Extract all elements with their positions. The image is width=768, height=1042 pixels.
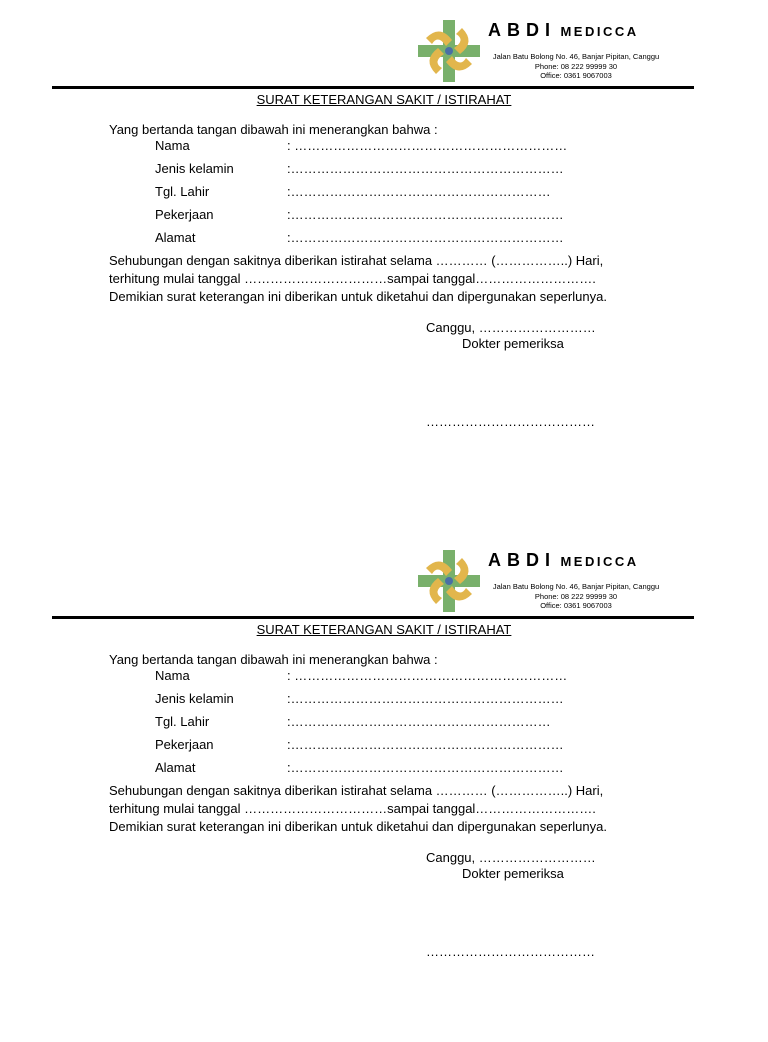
field-label-alamat: Alamat — [155, 760, 196, 775]
field-blank-tgl-lahir: :…………………………………………………… — [287, 184, 551, 199]
field-label-pekerjaan: Pekerjaan — [155, 207, 214, 222]
place-date: Canggu, ……………………… — [426, 320, 596, 335]
document-title: SURAT KETERANGAN SAKIT / ISTIRAHAT — [256, 92, 512, 107]
field-blank-nama: : ……………………………………………………… — [287, 138, 568, 153]
field-label-tgl-lahir: Tgl. Lahir — [155, 184, 210, 199]
brand-name-part1: ABDI — [488, 550, 556, 570]
field-label-nama: Nama — [155, 668, 190, 683]
field-blank-jenis-kelamin: :……………………………………………………… — [287, 161, 564, 176]
intro-statement: Yang bertanda tangan dibawah ini menerangkan bahwa : — [109, 652, 438, 667]
field-label-jenis-kelamin: Jenis kelamin — [155, 691, 234, 706]
doctor-label: Dokter pemeriksa — [462, 866, 564, 881]
doctor-label: Dokter pemeriksa — [462, 336, 564, 351]
closing-line: Demikian surat keterangan ini diberikan untuk diketahui dan dipergunakan seperlunya. — [109, 289, 607, 304]
clinic-address-block — [483, 52, 669, 81]
field-label-nama: Nama — [155, 138, 190, 153]
certificate-form-2 — [0, 530, 768, 1042]
clinic-address: Jalan Batu Bolong No. 46, Banjar Pipitan, Canggu — [492, 52, 660, 61]
date-range-line: terhitung mulai tanggal ……………………………sampai tanggal………………………. — [109, 801, 596, 816]
clinic-phone: Phone: 08 222 99999 30 — [534, 591, 618, 601]
brand-name — [488, 550, 639, 571]
clinic-office-phone: Office: 0361 9067003 — [540, 601, 612, 610]
statement-paragraph — [109, 782, 607, 836]
field-label-jenis-kelamin: Jenis kelamin — [155, 161, 234, 176]
field-blank-jenis-kelamin: :……………………………………………………… — [287, 691, 564, 706]
clinic-address-block — [483, 582, 669, 611]
field-blank-alamat: :……………………………………………………… — [287, 230, 564, 245]
date-range-line: terhitung mulai tanggal ……………………………sampai tanggal………………………. — [109, 271, 596, 286]
rest-period-line: Sehubungan dengan sakitnya diberikan istirahat selama ………… (……………..) Hari, — [109, 783, 604, 798]
signature-line: ………………………………… — [426, 944, 595, 959]
clinic-office-phone: Office: 0361 9067003 — [540, 71, 612, 80]
clinic-address: Jalan Batu Bolong No. 46, Banjar Pipitan, Canggu — [492, 582, 660, 591]
statement-paragraph — [109, 252, 607, 306]
field-blank-pekerjaan: :……………………………………………………… — [287, 207, 564, 222]
signature-line: ………………………………… — [426, 414, 595, 429]
field-blank-tgl-lahir: :…………………………………………………… — [287, 714, 551, 729]
clinic-phone: Phone: 08 222 99999 30 — [534, 61, 618, 71]
brand-name-part2: MEDICCA — [560, 554, 639, 569]
intro-statement: Yang bertanda tangan dibawah ini menerangkan bahwa : — [109, 122, 438, 137]
field-blank-pekerjaan: :……………………………………………………… — [287, 737, 564, 752]
document-title: SURAT KETERANGAN SAKIT / ISTIRAHAT — [256, 622, 512, 637]
field-blank-alamat: :……………………………………………………… — [287, 760, 564, 775]
header-divider — [52, 86, 694, 89]
green-gold-cross-logo-icon — [418, 20, 480, 82]
header-divider — [52, 616, 694, 619]
field-label-tgl-lahir: Tgl. Lahir — [155, 714, 210, 729]
field-label-pekerjaan: Pekerjaan — [155, 737, 214, 752]
rest-period-line: Sehubungan dengan sakitnya diberikan istirahat selama ………… (……………..) Hari, — [109, 253, 604, 268]
brand-name-part1: ABDI — [488, 20, 556, 40]
brand-name-part2: MEDICCA — [560, 24, 639, 39]
green-gold-cross-logo-icon — [418, 550, 480, 612]
brand-name — [488, 20, 639, 41]
certificate-form-1 — [0, 0, 768, 512]
field-label-alamat: Alamat — [155, 230, 196, 245]
place-date: Canggu, ……………………… — [426, 850, 596, 865]
closing-line: Demikian surat keterangan ini diberikan untuk diketahui dan dipergunakan seperlunya. — [109, 819, 607, 834]
field-blank-nama: : ……………………………………………………… — [287, 668, 568, 683]
